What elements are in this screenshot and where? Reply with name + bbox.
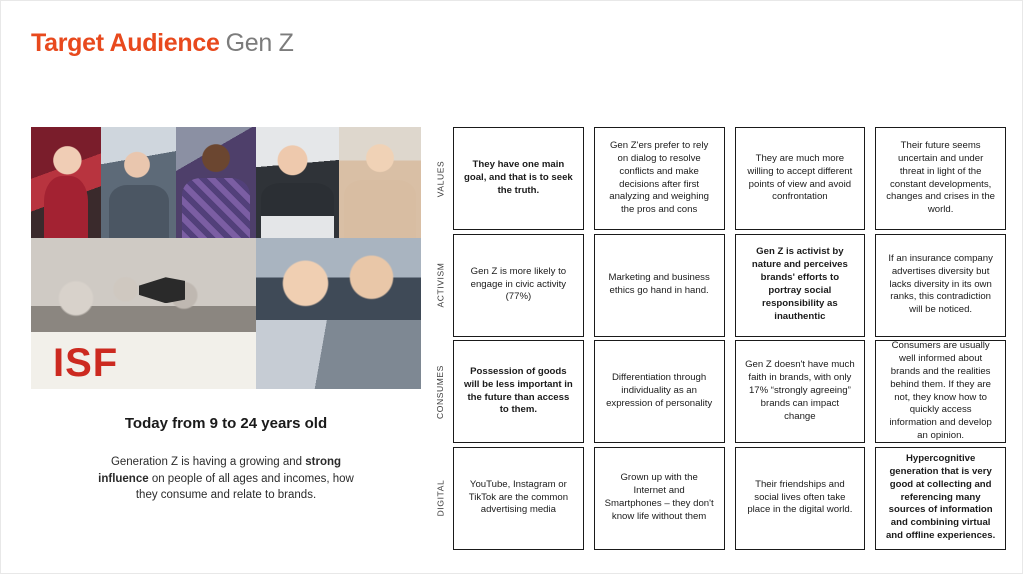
row-label-digital-text: DIGITAL <box>435 479 446 517</box>
cell-values-3: They are much more willing to accept different points of view and avoid confrontation <box>735 127 866 230</box>
photo-protest-crowd <box>31 238 256 389</box>
cell-consumes-1: Possession of goods will be less important in the future than access to them. <box>453 340 584 443</box>
page-title-main: Target Audience <box>31 29 220 57</box>
matrix-row-activism <box>431 234 1006 337</box>
cell-digital-3: Their friendships and social lives often take place in the digital world. <box>735 447 866 550</box>
matrix-row-digital <box>431 447 1006 550</box>
cell-consumes-2: Differentiation through individuality as an expression of personality <box>594 340 725 443</box>
cell-values-1: They have one main goal, and that is to seek the truth. <box>453 127 584 230</box>
cell-activism-2: Marketing and business ethics go hand in hand. <box>594 234 725 337</box>
cell-consumes-3: Gen Z doesn't have much faith in brands, with only 17% “strongly agreeing” brands can impact change <box>735 340 866 443</box>
megaphone-icon <box>139 277 185 303</box>
row-label-activism <box>431 234 449 337</box>
cell-digital-1: YouTube, Instagram or TikTok are the common advertising media <box>453 447 584 550</box>
cell-digital-2: Grown up with the Internet and Smartphones – they don't know life without them <box>594 447 725 550</box>
cell-values-4: Their future seems uncertain and under threat in light of the constant developments, changes and crises in the world. <box>875 127 1006 230</box>
row-label-consumes <box>431 340 449 443</box>
photo-person-4 <box>256 127 339 238</box>
raised-arm-shape <box>328 352 418 386</box>
protest-banner-text: ISF <box>53 341 119 385</box>
row-label-activism-text: ACTIVISM <box>435 262 446 308</box>
photo-person-3 <box>176 127 256 238</box>
photo-person-2 <box>101 127 176 238</box>
cell-activism-1: Gen Z is more likely to engage in civic activity (77%) <box>453 234 584 337</box>
intro-blurb-bold: strong influence <box>98 456 342 485</box>
cell-activism-3: Gen Z is activist by nature and perceives brands' efforts to portray social responsibility as inauthentic <box>735 234 866 337</box>
intro-blurb-part2: on people of all ages and incomes, how they consume and relate to brands. <box>135 472 354 502</box>
cell-activism-4: If an insurance company advertises diversity but lacks diversity in its own ranks, this contradiction will be noticed. <box>875 234 1006 337</box>
photo-collage <box>31 127 421 389</box>
matrix-row-values <box>431 127 1006 230</box>
row-label-consumes-text: CONSUMES <box>435 364 446 419</box>
photo-person-1 <box>31 127 101 238</box>
row-label-digital <box>431 447 449 550</box>
page-title-sub: Gen Z <box>225 29 294 57</box>
attribute-matrix <box>431 127 1006 542</box>
intro-blurb-part1: Generation Z is having a growing and <box>110 456 306 468</box>
matrix-row-consumes <box>431 340 1006 443</box>
row-label-values <box>431 127 449 230</box>
row-label-values-text: VALUES <box>435 160 446 197</box>
cell-consumes-4: Consumers are usually well informed about brands and the realities behind them. If they are not, they know how to quickly access information and develop an opinion. <box>875 340 1006 443</box>
left-column <box>31 127 421 504</box>
intro-blurb <box>94 454 359 504</box>
page-title <box>31 29 294 58</box>
photo-person-5 <box>339 127 421 238</box>
age-caption: Today from 9 to 24 years old <box>124 415 328 432</box>
cell-digital-4: Hypercognitive generation that is very good at collecting and referencing many sources of information and combining virtual and offline experiences. <box>875 447 1006 550</box>
photo-youth-group <box>256 238 421 389</box>
cell-values-2: Gen Z'ers prefer to rely on dialog to resolve conflicts and make decisions after first analyzing and weighing the pros and cons <box>594 127 725 230</box>
